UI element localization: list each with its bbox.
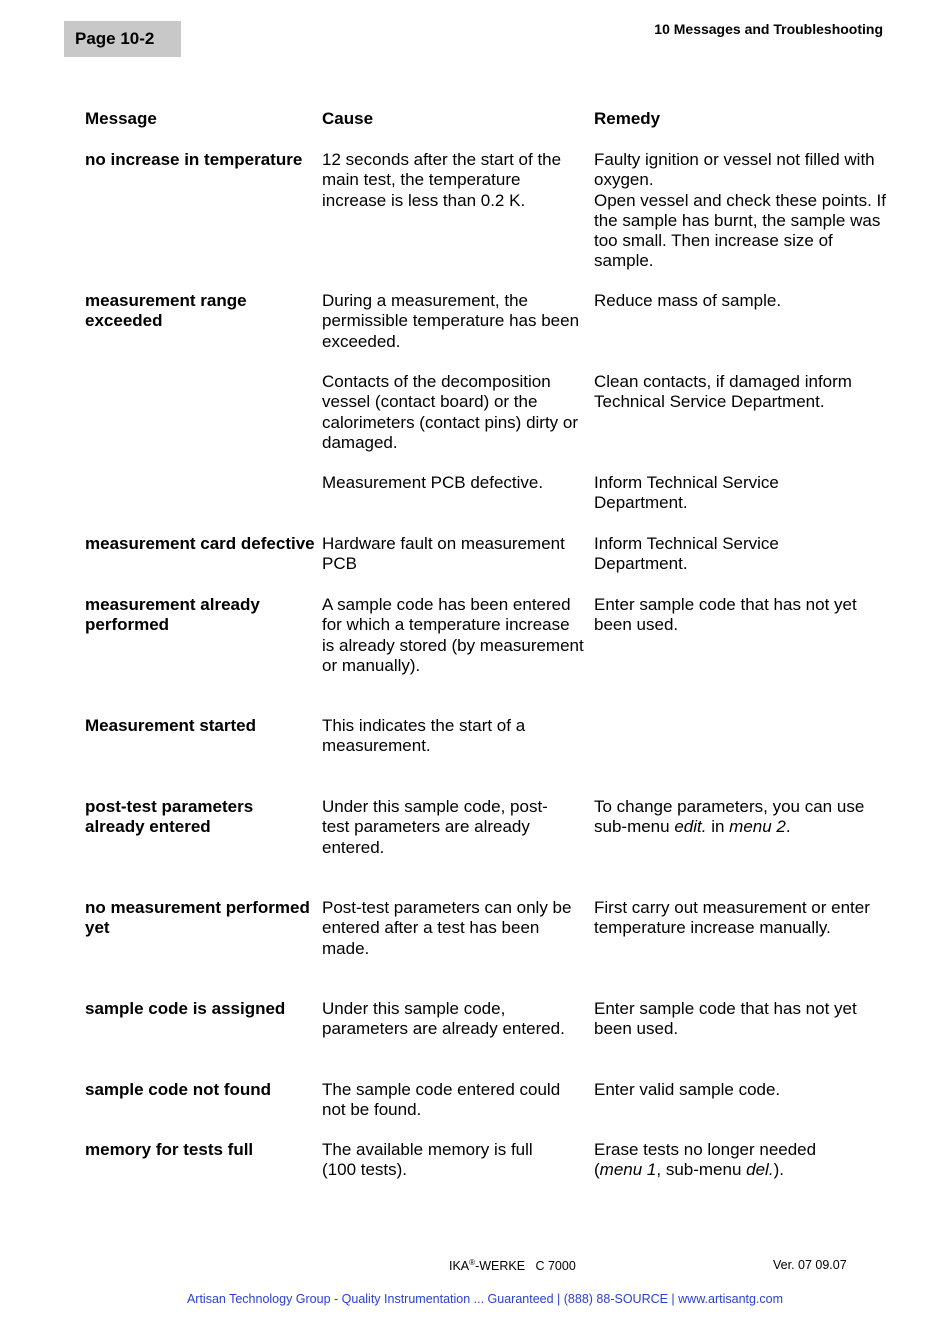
row-message: measurement range exceeded	[85, 291, 247, 331]
row-cause: During a measurement, the permissible temperature has been exceeded.	[322, 291, 580, 351]
row-message: sample code is assigned	[85, 999, 286, 1018]
row-remedy: Faulty ignition or vessel not filled with oxygen. Open vessel and check these points. If the sample has burnt, the sample was too small. Then increase size of sample.	[594, 150, 887, 271]
row-message: measurement already performed	[85, 595, 260, 635]
row-cause: This indicates the start of a measurement.	[322, 716, 526, 756]
row-message: Measurement started	[85, 716, 257, 735]
row-message: sample code not found	[85, 1080, 272, 1099]
row-cause: Post-test parameters can only be entered after a test has been made.	[322, 898, 572, 958]
row-cause: Under this sample code, post-test parameters are already entered.	[322, 797, 548, 857]
row-remedy: Erase tests no longer needed (menu 1, sub-menu del.).	[594, 1140, 817, 1180]
row-message: memory for tests full	[85, 1140, 254, 1159]
row-remedy: Clean contacts, if damaged inform Technical Service Department.	[594, 372, 852, 412]
header-remedy: Remedy	[594, 109, 661, 128]
row-remedy: Inform Technical Service Department.	[594, 534, 779, 574]
row-message: post-test parameters already entered	[85, 797, 254, 837]
row-message: no measurement performed yet	[85, 898, 310, 938]
header-cause: Cause	[322, 109, 374, 128]
row-message: measurement card defective	[85, 534, 315, 553]
row-remedy: Reduce mass of sample.	[594, 291, 782, 310]
row-cause: Under this sample code, parameters are already entered.	[322, 999, 565, 1039]
row-cause: A sample code has been entered for which a temperature increase is already stored (by measurement or manually).	[322, 595, 584, 675]
row-remedy: First carry out measurement or enter temperature increase manually.	[594, 898, 870, 938]
footer-banner-link[interactable]: Artisan Technology Group - Quality Instrumentation ... Guaranteed | (888) 88-SOURCE | www.artisantg.com	[186, 1292, 784, 1306]
row-cause: The available memory is full (100 tests).	[322, 1140, 533, 1180]
row-remedy: To change parameters, you can use sub-menu edit. in menu 2.	[594, 797, 865, 837]
row-remedy: Enter sample code that has not yet been used.	[594, 595, 857, 635]
row-cause: Measurement PCB defective.	[322, 473, 544, 492]
page-number-label: Page 10-2	[64, 21, 181, 57]
row-cause: 12 seconds after the start of the main test, the temperature increase is less than 0.2 K.	[322, 150, 562, 210]
row-cause: The sample code entered could not be found.	[322, 1080, 561, 1120]
footer-product: IKA®-WERKE C 7000	[449, 1258, 576, 1274]
footer-version: Ver. 07 09.07	[773, 1258, 847, 1272]
chapter-title: 10 Messages and Troubleshooting	[654, 21, 883, 37]
row-remedy: Enter sample code that has not yet been used.	[594, 999, 857, 1039]
row-remedy: Enter valid sample code.	[594, 1080, 781, 1099]
header-message: Message	[85, 109, 157, 128]
row-cause: Contacts of the decomposition vessel (contact board) or the calorimeters (contact pins) dirty or damaged.	[322, 372, 579, 452]
row-message: no increase in temperature	[85, 150, 303, 169]
row-remedy: Inform Technical Service Department.	[594, 473, 779, 513]
row-cause: Hardware fault on measurement PCB	[322, 534, 565, 574]
